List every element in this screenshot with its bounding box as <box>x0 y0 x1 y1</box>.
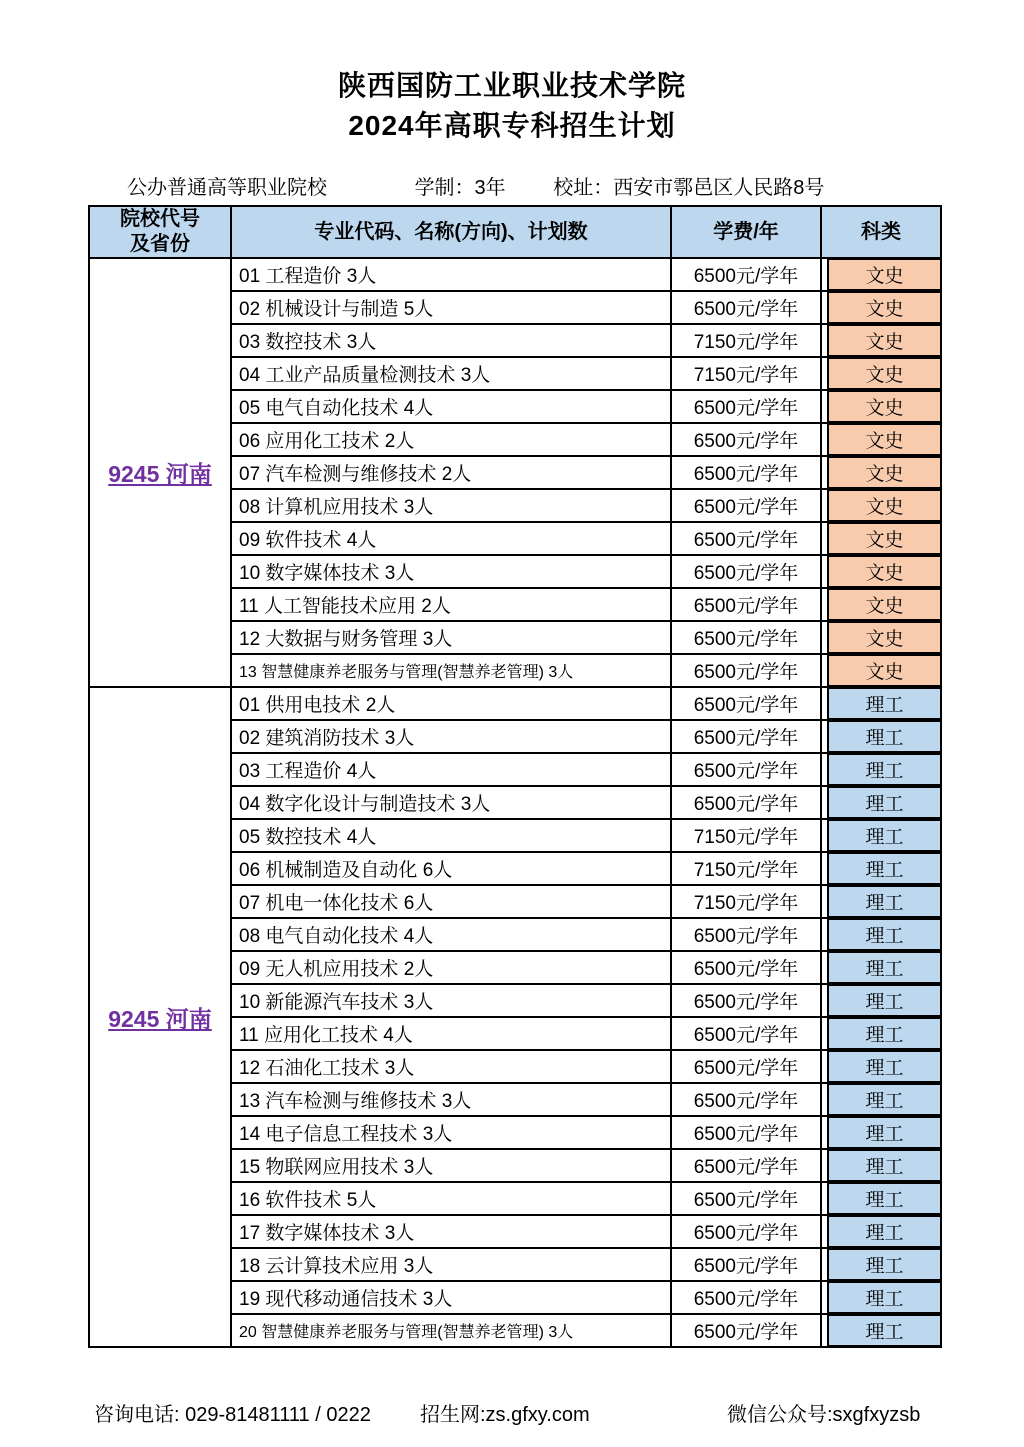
admissions-website: 招生网:zs.gfxy.com <box>420 1404 590 1426</box>
fee-cell: 6500元/学年 <box>671 588 821 621</box>
category-badge: 理工 <box>827 1281 941 1314</box>
fee-cell: 6500元/学年 <box>671 522 821 555</box>
category-cell <box>821 456 941 489</box>
fee-cell: 6500元/学年 <box>671 423 821 456</box>
category-badge: 理工 <box>827 951 941 984</box>
category-cell <box>821 357 941 390</box>
header-college-code-line2: 及省份 <box>130 233 190 255</box>
program-cell: 20 智慧健康养老服务与管理(智慧养老管理) 3人 <box>231 1314 671 1347</box>
program-cell: 16 软件技术 5人 <box>231 1182 671 1215</box>
program-cell: 02 机械设计与制造 5人 <box>231 291 671 324</box>
category-cell <box>821 621 941 654</box>
category-badge: 文史 <box>827 357 941 390</box>
fee-cell: 6500元/学年 <box>671 984 821 1017</box>
footer <box>0 1398 1024 1428</box>
fee-cell: 6500元/学年 <box>671 753 821 786</box>
category-badge: 文史 <box>827 555 941 588</box>
category-badge: 理工 <box>827 918 941 951</box>
table-row <box>89 258 941 291</box>
fee-cell: 6500元/学年 <box>671 1149 821 1182</box>
fee-cell: 6500元/学年 <box>671 291 821 324</box>
program-cell: 13 汽车检测与维修技术 3人 <box>231 1083 671 1116</box>
fee-cell: 6500元/学年 <box>671 786 821 819</box>
category-badge: 理工 <box>827 885 941 918</box>
category-cell <box>821 1182 941 1215</box>
category-badge: 理工 <box>827 1017 941 1050</box>
category-badge: 理工 <box>827 753 941 786</box>
program-cell: 05 电气自动化技术 4人 <box>231 390 671 423</box>
fee-cell: 6500元/学年 <box>671 489 821 522</box>
fee-cell: 6500元/学年 <box>671 1281 821 1314</box>
category-badge: 理工 <box>827 852 941 885</box>
program-cell: 07 机电一体化技术 6人 <box>231 885 671 918</box>
program-cell: 02 建筑消防技术 3人 <box>231 720 671 753</box>
fee-cell: 7150元/学年 <box>671 885 821 918</box>
category-badge: 理工 <box>827 819 941 852</box>
program-cell: 10 数字媒体技术 3人 <box>231 555 671 588</box>
program-cell: 09 软件技术 4人 <box>231 522 671 555</box>
program-cell: 09 无人机应用技术 2人 <box>231 951 671 984</box>
fee-cell: 6500元/学年 <box>671 621 821 654</box>
category-badge: 理工 <box>827 1116 941 1149</box>
category-cell <box>821 1281 941 1314</box>
program-cell: 01 供用电技术 2人 <box>231 687 671 720</box>
category-cell <box>821 918 941 951</box>
category-cell <box>821 951 941 984</box>
header-college-code <box>89 206 231 258</box>
fee-cell: 6500元/学年 <box>671 1182 821 1215</box>
category-badge: 文史 <box>827 291 941 324</box>
program-cell: 14 电子信息工程技术 3人 <box>231 1116 671 1149</box>
category-badge: 理工 <box>827 1182 941 1215</box>
school-info-line <box>127 171 824 200</box>
fee-cell: 6500元/学年 <box>671 1050 821 1083</box>
fee-cell: 6500元/学年 <box>671 1248 821 1281</box>
category-badge: 文史 <box>827 423 941 456</box>
program-cell: 03 数控技术 3人 <box>231 324 671 357</box>
category-badge: 文史 <box>827 621 941 654</box>
school-type: 公办普通高等职业院校 <box>127 177 327 199</box>
category-badge: 理工 <box>827 1314 941 1347</box>
table-row <box>89 687 941 720</box>
category-cell <box>821 588 941 621</box>
category-badge: 文史 <box>827 522 941 555</box>
category-cell <box>821 1215 941 1248</box>
college-code: 9245 河南 <box>108 461 212 487</box>
fee-cell: 6500元/学年 <box>671 1215 821 1248</box>
page-subtitle: 2024年高职专科招生计划 <box>348 110 676 141</box>
program-cell: 19 现代移动通信技术 3人 <box>231 1281 671 1314</box>
fee-cell: 6500元/学年 <box>671 1017 821 1050</box>
category-badge: 理工 <box>827 1050 941 1083</box>
category-cell <box>821 1050 941 1083</box>
category-badge: 文史 <box>827 456 941 489</box>
program-cell: 12 石油化工技术 3人 <box>231 1050 671 1083</box>
category-cell <box>821 753 941 786</box>
category-cell <box>821 1083 941 1116</box>
header-college-code-line1: 院校代号 <box>120 208 200 230</box>
fee-cell: 7150元/学年 <box>671 819 821 852</box>
contact-phone: 咨询电话: 029-81481111 / 0222 <box>94 1404 371 1426</box>
category-cell <box>821 522 941 555</box>
header-program: 专业代码、名称(方向)、计划数 <box>231 206 671 258</box>
category-cell <box>821 1314 941 1347</box>
category-badge: 文史 <box>827 588 941 621</box>
category-cell <box>821 885 941 918</box>
category-cell <box>821 390 941 423</box>
program-cell: 12 大数据与财务管理 3人 <box>231 621 671 654</box>
fee-cell: 6500元/学年 <box>671 720 821 753</box>
program-cell: 01 工程造价 3人 <box>231 258 671 291</box>
program-cell: 10 新能源汽车技术 3人 <box>231 984 671 1017</box>
program-cell: 04 数字化设计与制造技术 3人 <box>231 786 671 819</box>
program-cell: 11 人工智能技术应用 2人 <box>231 588 671 621</box>
program-cell: 05 数控技术 4人 <box>231 819 671 852</box>
fee-cell: 6500元/学年 <box>671 687 821 720</box>
fee-cell: 6500元/学年 <box>671 1083 821 1116</box>
college-code: 9245 河南 <box>108 1005 212 1032</box>
program-cell: 18 云计算技术应用 3人 <box>231 1248 671 1281</box>
fee-cell: 6500元/学年 <box>671 456 821 489</box>
fee-cell: 6500元/学年 <box>671 390 821 423</box>
category-badge: 理工 <box>827 786 941 819</box>
category-badge: 文史 <box>827 489 941 522</box>
header-category: 科类 <box>821 206 941 258</box>
program-cell: 13 智慧健康养老服务与管理(智慧养老管理) 3人 <box>231 654 671 687</box>
category-cell <box>821 720 941 753</box>
school-address: 校址：西安市鄠邑区人民路8号 <box>553 177 825 199</box>
category-badge: 理工 <box>827 1149 941 1182</box>
program-cell: 03 工程造价 4人 <box>231 753 671 786</box>
fee-cell: 7150元/学年 <box>671 324 821 357</box>
category-badge: 理工 <box>827 1248 941 1281</box>
program-cell: 04 工业产品质量检测技术 3人 <box>231 357 671 390</box>
program-cell: 17 数字媒体技术 3人 <box>231 1215 671 1248</box>
program-cell: 11 应用化工技术 4人 <box>231 1017 671 1050</box>
study-duration: 学制：3年 <box>414 177 506 199</box>
category-cell <box>821 423 941 456</box>
program-cell: 08 电气自动化技术 4人 <box>231 918 671 951</box>
wechat-account: 微信公众号:sxgfxyzsb <box>727 1404 921 1426</box>
category-cell <box>821 1116 941 1149</box>
category-cell <box>821 258 941 291</box>
category-cell <box>821 984 941 1017</box>
category-badge: 文史 <box>827 390 941 423</box>
program-cell: 15 物联网应用技术 3人 <box>231 1149 671 1182</box>
category-cell <box>821 654 941 687</box>
fee-cell: 6500元/学年 <box>671 951 821 984</box>
fee-cell: 7150元/学年 <box>671 852 821 885</box>
fee-cell: 6500元/学年 <box>671 918 821 951</box>
fee-cell: 6500元/学年 <box>671 555 821 588</box>
program-cell: 06 应用化工技术 2人 <box>231 423 671 456</box>
fee-cell: 7150元/学年 <box>671 357 821 390</box>
category-cell <box>821 555 941 588</box>
category-badge: 理工 <box>827 687 941 720</box>
program-cell: 08 计算机应用技术 3人 <box>231 489 671 522</box>
plan-table-body <box>89 258 941 1347</box>
category-badge: 理工 <box>827 720 941 753</box>
category-cell <box>821 1248 941 1281</box>
table-header <box>89 206 941 258</box>
fee-cell: 6500元/学年 <box>671 654 821 687</box>
category-cell <box>821 1149 941 1182</box>
fee-cell: 6500元/学年 <box>671 1314 821 1347</box>
category-cell <box>821 324 941 357</box>
header-fee: 学费/年 <box>671 206 821 258</box>
category-badge: 文史 <box>827 258 941 291</box>
category-badge: 文史 <box>827 324 941 357</box>
college-code-cell <box>89 258 231 687</box>
category-badge: 文史 <box>827 654 941 687</box>
category-badge: 理工 <box>827 1083 941 1116</box>
category-cell <box>821 291 941 324</box>
category-cell <box>821 819 941 852</box>
program-cell: 07 汽车检测与维修技术 2人 <box>231 456 671 489</box>
category-cell <box>821 687 941 720</box>
fee-cell: 6500元/学年 <box>671 1116 821 1149</box>
page-title: 陕西国防工业职业技术学院 <box>337 70 686 101</box>
program-cell: 06 机械制造及自动化 6人 <box>231 852 671 885</box>
category-cell <box>821 1017 941 1050</box>
header-row <box>89 206 941 258</box>
college-code-cell <box>89 687 231 1347</box>
category-badge: 理工 <box>827 984 941 1017</box>
category-cell <box>821 852 941 885</box>
title-block <box>0 66 1024 146</box>
fee-cell: 6500元/学年 <box>671 258 821 291</box>
category-cell <box>821 786 941 819</box>
category-badge: 理工 <box>827 1215 941 1248</box>
category-cell <box>821 489 941 522</box>
enrollment-plan-table <box>88 205 942 1348</box>
